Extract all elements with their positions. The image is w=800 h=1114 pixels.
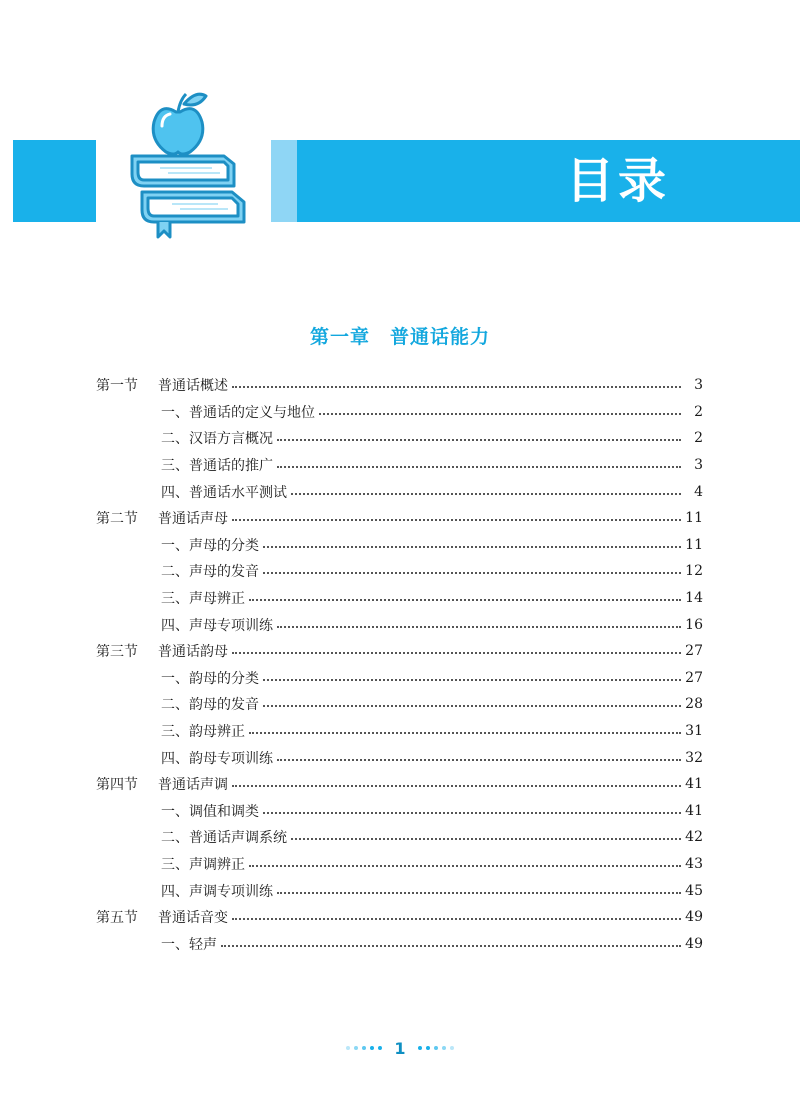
toc-item-label: 四、普通话水平测试 <box>161 484 287 501</box>
toc-leader-dots <box>263 705 681 707</box>
toc-page-number: 28 <box>685 696 703 713</box>
toc-page-number: 27 <box>685 643 703 660</box>
toc-leader-dots <box>277 759 681 761</box>
toc-item-label: 一、调值和调类 <box>161 803 259 820</box>
toc-section-number: 第四节 <box>96 777 138 794</box>
toc-item-label: 四、声母专项训练 <box>161 617 273 634</box>
toc-leader-dots <box>232 652 681 654</box>
toc-leader-dots <box>277 439 681 441</box>
toc-section-number: 第三节 <box>96 644 138 661</box>
toc-item-label: 三、韵母辨正 <box>161 724 245 741</box>
toc-section-label <box>96 508 228 528</box>
toc-item-label: 三、普通话的推广 <box>161 458 273 475</box>
page-number: 1 <box>394 1038 406 1058</box>
header-banner-strip <box>271 140 297 222</box>
toc-page-number: 12 <box>685 563 703 580</box>
toc-item-row[interactable] <box>0 399 800 426</box>
toc-section-label <box>96 907 228 927</box>
chapter-title: 第一章 普通话能力 <box>309 326 490 348</box>
book-bottom <box>142 192 244 237</box>
page-title: 目录 <box>566 153 671 209</box>
book-top <box>132 156 234 186</box>
toc-section-title: 普通话概述 <box>158 378 228 395</box>
toc-leader-dots <box>277 626 681 628</box>
toc-item-row[interactable] <box>0 532 800 559</box>
toc-leader-dots <box>277 892 681 894</box>
toc-item-row[interactable] <box>0 585 800 612</box>
toc-page-number: 41 <box>685 776 703 793</box>
footer-dots-right <box>418 1046 454 1050</box>
toc-item-row[interactable] <box>0 798 800 825</box>
toc-page-number: 45 <box>685 882 703 899</box>
toc-section-title: 普通话声母 <box>158 511 228 528</box>
toc-item-label: 二、声母的发音 <box>161 564 259 581</box>
toc-section-title: 普通话声调 <box>158 777 228 794</box>
toc-leader-dots <box>232 386 681 388</box>
toc-item-label: 一、轻声 <box>161 936 217 953</box>
toc-item-row[interactable] <box>0 691 800 718</box>
toc-leader-dots <box>263 546 681 548</box>
toc-item-label: 二、汉语方言概况 <box>161 431 273 448</box>
toc-item-row[interactable] <box>0 877 800 904</box>
toc-page-number: 2 <box>694 430 703 447</box>
toc-item-row[interactable] <box>0 425 800 452</box>
toc-leader-dots <box>249 599 681 601</box>
toc-page-number: 43 <box>685 855 703 872</box>
toc-item-label: 二、普通话声调系统 <box>161 830 287 847</box>
toc-item-row[interactable] <box>0 665 800 692</box>
toc-item-label: 一、声母的分类 <box>161 537 259 554</box>
toc-item-row[interactable] <box>0 744 800 771</box>
toc-leader-dots <box>277 466 681 468</box>
toc-page-number: 16 <box>685 616 703 633</box>
toc-item-label: 一、普通话的定义与地位 <box>161 404 315 421</box>
toc-item-row[interactable] <box>0 478 800 505</box>
toc-item-row[interactable] <box>0 851 800 878</box>
toc-section-title: 普通话韵母 <box>158 644 228 661</box>
header-banner <box>297 140 800 222</box>
toc-item-row[interactable] <box>0 558 800 585</box>
toc-leader-dots <box>221 945 681 947</box>
toc-page-number: 27 <box>685 669 703 686</box>
toc-item-label: 三、声调辨正 <box>161 856 245 873</box>
toc-page-number: 31 <box>685 723 703 740</box>
toc-page-number: 42 <box>685 829 703 846</box>
toc-section-number: 第一节 <box>96 378 138 395</box>
toc-leader-dots <box>249 732 681 734</box>
toc-section-label <box>96 375 228 395</box>
apple-on-books-icon <box>120 82 255 242</box>
toc-section-title: 普通话音变 <box>158 910 228 927</box>
toc-leader-dots <box>291 493 681 495</box>
toc-item-row[interactable] <box>0 452 800 479</box>
toc-leader-dots <box>232 918 681 920</box>
toc-section-label <box>96 774 228 794</box>
toc-item-row[interactable] <box>0 930 800 957</box>
toc-page-number: 49 <box>685 935 703 952</box>
toc-page-number: 41 <box>685 802 703 819</box>
toc-page-number: 49 <box>685 909 703 926</box>
toc-leader-dots <box>263 812 681 814</box>
toc-section-number: 第五节 <box>96 910 138 927</box>
toc-leader-dots <box>263 679 681 681</box>
toc-leader-dots <box>232 519 681 521</box>
toc-page-number: 14 <box>685 590 703 607</box>
toc-item-row[interactable] <box>0 611 800 638</box>
toc-item-row[interactable] <box>0 824 800 851</box>
footer-dots-left <box>346 1046 382 1050</box>
toc-leader-dots <box>291 838 681 840</box>
toc-leader-dots <box>319 413 681 415</box>
toc-page-number: 3 <box>694 377 703 394</box>
toc-page-number: 4 <box>694 483 703 500</box>
toc-item-label: 三、声母辨正 <box>161 591 245 608</box>
toc-page-number: 32 <box>685 749 703 766</box>
toc-item-label: 四、声调专项训练 <box>161 883 273 900</box>
toc-section-label <box>96 641 228 661</box>
toc-section-number: 第二节 <box>96 511 138 528</box>
toc-item-label: 二、韵母的发音 <box>161 697 259 714</box>
toc-page-number: 11 <box>685 536 703 553</box>
toc-page-number: 11 <box>685 510 703 527</box>
toc-item-label: 四、韵母专项训练 <box>161 750 273 767</box>
toc-leader-dots <box>232 785 681 787</box>
toc-section-row[interactable] <box>0 372 800 399</box>
toc-section-row[interactable] <box>0 505 800 532</box>
toc-leader-dots <box>249 865 681 867</box>
toc-page-number: 3 <box>694 457 703 474</box>
header-banner-left <box>13 140 96 222</box>
page-footer <box>0 1036 800 1060</box>
toc-page-number: 2 <box>694 403 703 420</box>
table-of-contents <box>0 372 800 957</box>
toc-section-row[interactable] <box>0 904 800 931</box>
toc-section-row[interactable] <box>0 771 800 798</box>
toc-section-row[interactable] <box>0 638 800 665</box>
toc-item-label: 一、韵母的分类 <box>161 670 259 687</box>
toc-item-row[interactable] <box>0 718 800 745</box>
toc-leader-dots <box>263 572 681 574</box>
